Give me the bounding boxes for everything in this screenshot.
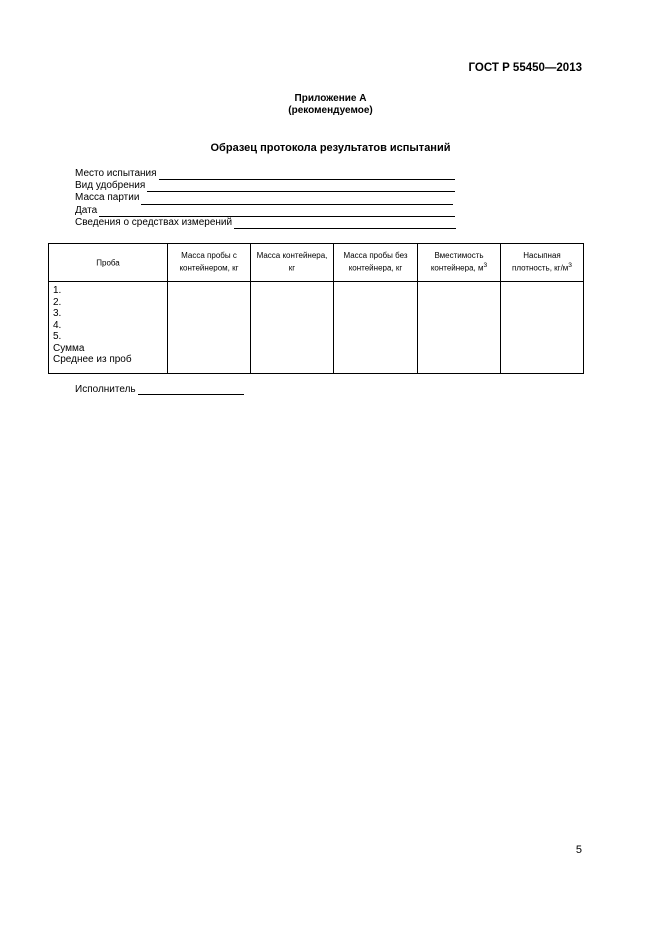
blank-line[interactable] (141, 195, 453, 205)
executor-field (75, 384, 244, 395)
mass-without-container-cell[interactable] (334, 282, 418, 374)
document-title: Образец протокола результатов испытаний (210, 142, 451, 154)
sample-row-label: 4. (53, 319, 62, 331)
blank-line[interactable] (159, 170, 455, 180)
field-batch-mass (75, 192, 465, 204)
table-header-row (49, 244, 584, 282)
standard-number: ГОСТ Р 55450—2013 (468, 62, 582, 74)
sample-row-label: 5. (53, 331, 62, 342)
results-table (48, 243, 584, 374)
blank-line[interactable] (99, 207, 455, 217)
field-label: Вид удобрения (75, 180, 146, 192)
blank-line[interactable] (234, 219, 456, 229)
annex-subtitle: (рекомендуемое) (288, 105, 373, 116)
sample-list-cell (49, 282, 168, 374)
table-body-row (49, 282, 584, 374)
protocol-fields (75, 168, 465, 229)
header-bulk-density: Насыпная плотность, $кг/м^3$ (501, 244, 584, 282)
header-container-volume: Вместимость контейнера, $м^3$ (418, 244, 501, 282)
bulk-density-cell[interactable] (501, 282, 584, 374)
annex-heading (0, 93, 661, 117)
header-container-mass: Масса контейнера, кг (251, 244, 334, 282)
container-mass-cell[interactable] (251, 282, 334, 374)
header-mass-without-container: Масса пробы без контейнера, кг (334, 244, 418, 282)
header-sample: Проба (49, 244, 168, 282)
executor-signature-line[interactable] (138, 385, 244, 395)
field-label: Масса партии (75, 192, 140, 204)
field-test-place (75, 168, 465, 180)
field-date (75, 205, 465, 217)
sample-row-label: 3. (53, 308, 62, 319)
container-volume-cell[interactable] (418, 282, 501, 374)
field-label: Дата (75, 204, 98, 216)
blank-line[interactable] (147, 182, 455, 192)
header-mass-with-container: Масса пробы с контейнером, кг (168, 244, 251, 282)
field-label: Сведения о средствах измерений (75, 216, 233, 228)
mass-with-container-cell[interactable] (168, 282, 251, 374)
executor-label: Исполнитель (75, 384, 136, 395)
sample-row-label: 2. (53, 296, 62, 308)
annex-title: Приложение А (294, 93, 367, 104)
page-number: 5 (575, 844, 582, 856)
field-fertilizer-type (75, 180, 465, 192)
field-label: Место испытания (75, 167, 157, 179)
average-row-label: Среднее из проб (53, 354, 132, 365)
sum-row-label: Сумма (53, 342, 85, 354)
sample-row-label: 1. (53, 285, 62, 296)
field-measuring-instruments (75, 217, 465, 229)
